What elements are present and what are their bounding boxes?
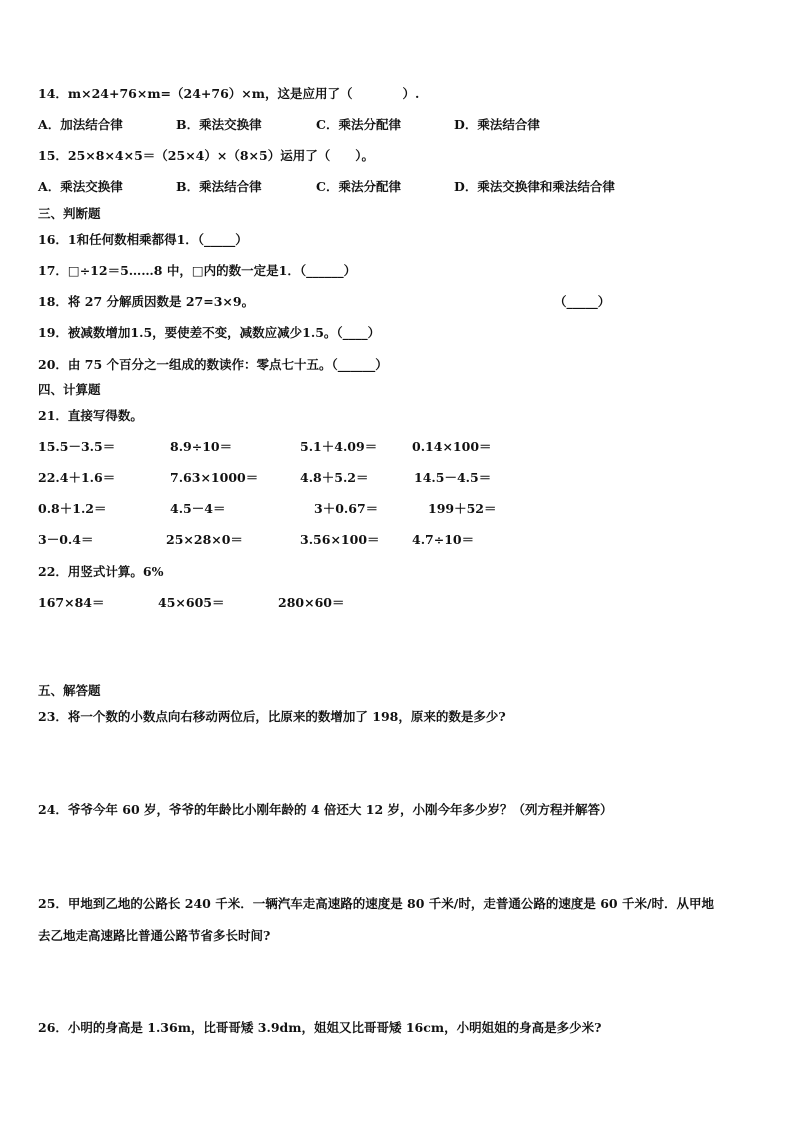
q14-option-b: B．乘法交换律 (176, 117, 262, 132)
q14-option-d: D．乘法结合律 (454, 117, 540, 132)
calc-item: 14.5－4.5＝ (414, 470, 492, 485)
calc-item: 15.5－3.5＝ (38, 439, 116, 454)
section-4-heading: 四、计算题 (38, 382, 101, 397)
calc-item: 3－0.4＝ (38, 532, 94, 547)
calc-item: 3＋0.67＝ (314, 501, 379, 516)
question-18: 18．将 27 分解质因数是 27=3×9。 (38, 294, 255, 309)
calc-item: 0.14×100＝ (412, 439, 492, 454)
calc-item: 199＋52＝ (428, 501, 497, 516)
calc-item: 8.9÷10＝ (170, 439, 233, 454)
question-23: 23．将一个数的小数点向右移动两位后，比原来的数增加了 198，原来的数是多少? (38, 709, 506, 724)
question-26: 26．小明的身高是 1.36m，比哥哥矮 3.9dm，姐姐又比哥哥矮 16cm，小明姐姐的身高是多少米? (38, 1020, 602, 1035)
question-22-stem: 22．用竖式计算。6% (38, 564, 164, 579)
calc-item: 4.7÷10＝ (412, 532, 475, 547)
calc-item: 22.4＋1.6＝ (38, 470, 116, 485)
question-19: 19．被减数增加1.5，要使差不变，减数应减少1.5。（____） (38, 325, 381, 340)
q14-option-c: C．乘法分配律 (316, 117, 401, 132)
calc-item: 5.1＋4.09＝ (300, 439, 378, 454)
section-3-heading: 三、判断题 (38, 206, 101, 221)
q14-option-a: A．加法结合律 (38, 117, 123, 132)
question-16: 16．1和任何数相乘都得1．（_____） (38, 232, 248, 247)
question-14-stem: 14．m×24+76×m=（24+76）×m，这是应用了（ ）. (38, 86, 420, 101)
question-25-line-1: 25．甲地到乙地的公路长 240 千米．一辆汽车走高速路的速度是 80 千米/时，走普通公路的速度是 60 千米/时．从甲地 (38, 896, 715, 911)
vertical-calc-item: 280×60＝ (278, 595, 345, 610)
question-15-stem: 15．25×8×4×5＝（25×4）×（8×5）运用了（ ）。 (38, 148, 374, 163)
q15-option-d: D．乘法交换律和乘法结合律 (454, 179, 615, 194)
vertical-calc-item: 167×84＝ (38, 595, 105, 610)
section-5-heading: 五、解答题 (38, 683, 101, 698)
q15-option-b: B．乘法结合律 (176, 179, 262, 194)
question-24: 24．爷爷今年 60 岁，爷爷的年龄比小刚年龄的 4 倍还大 12 岁，小刚今年多少岁？（列方程并解答） (38, 802, 613, 817)
question-17: 17．□÷12＝5……8 中，□内的数一定是1．（______） (38, 263, 357, 278)
calc-item: 4.8＋5.2＝ (300, 470, 369, 485)
question-21-stem: 21．直接写得数。 (38, 408, 143, 423)
calc-item: 3.56×100＝ (300, 532, 380, 547)
question-18-blank: （_____） (554, 294, 611, 309)
question-20: 20．由 75 个百分之一组成的数读作：零点七十五。（______） (38, 357, 388, 372)
calc-item: 0.8＋1.2＝ (38, 501, 107, 516)
q15-option-c: C．乘法分配律 (316, 179, 401, 194)
q15-option-a: A．乘法交换律 (38, 179, 123, 194)
calc-item: 25×28×0＝ (166, 532, 243, 547)
vertical-calc-item: 45×605＝ (158, 595, 225, 610)
calc-item: 7.63×1000＝ (170, 470, 259, 485)
calc-item: 4.5－4＝ (170, 501, 226, 516)
question-25-line-2: 去乙地走高速路比普通公路节省多长时间? (38, 928, 271, 943)
